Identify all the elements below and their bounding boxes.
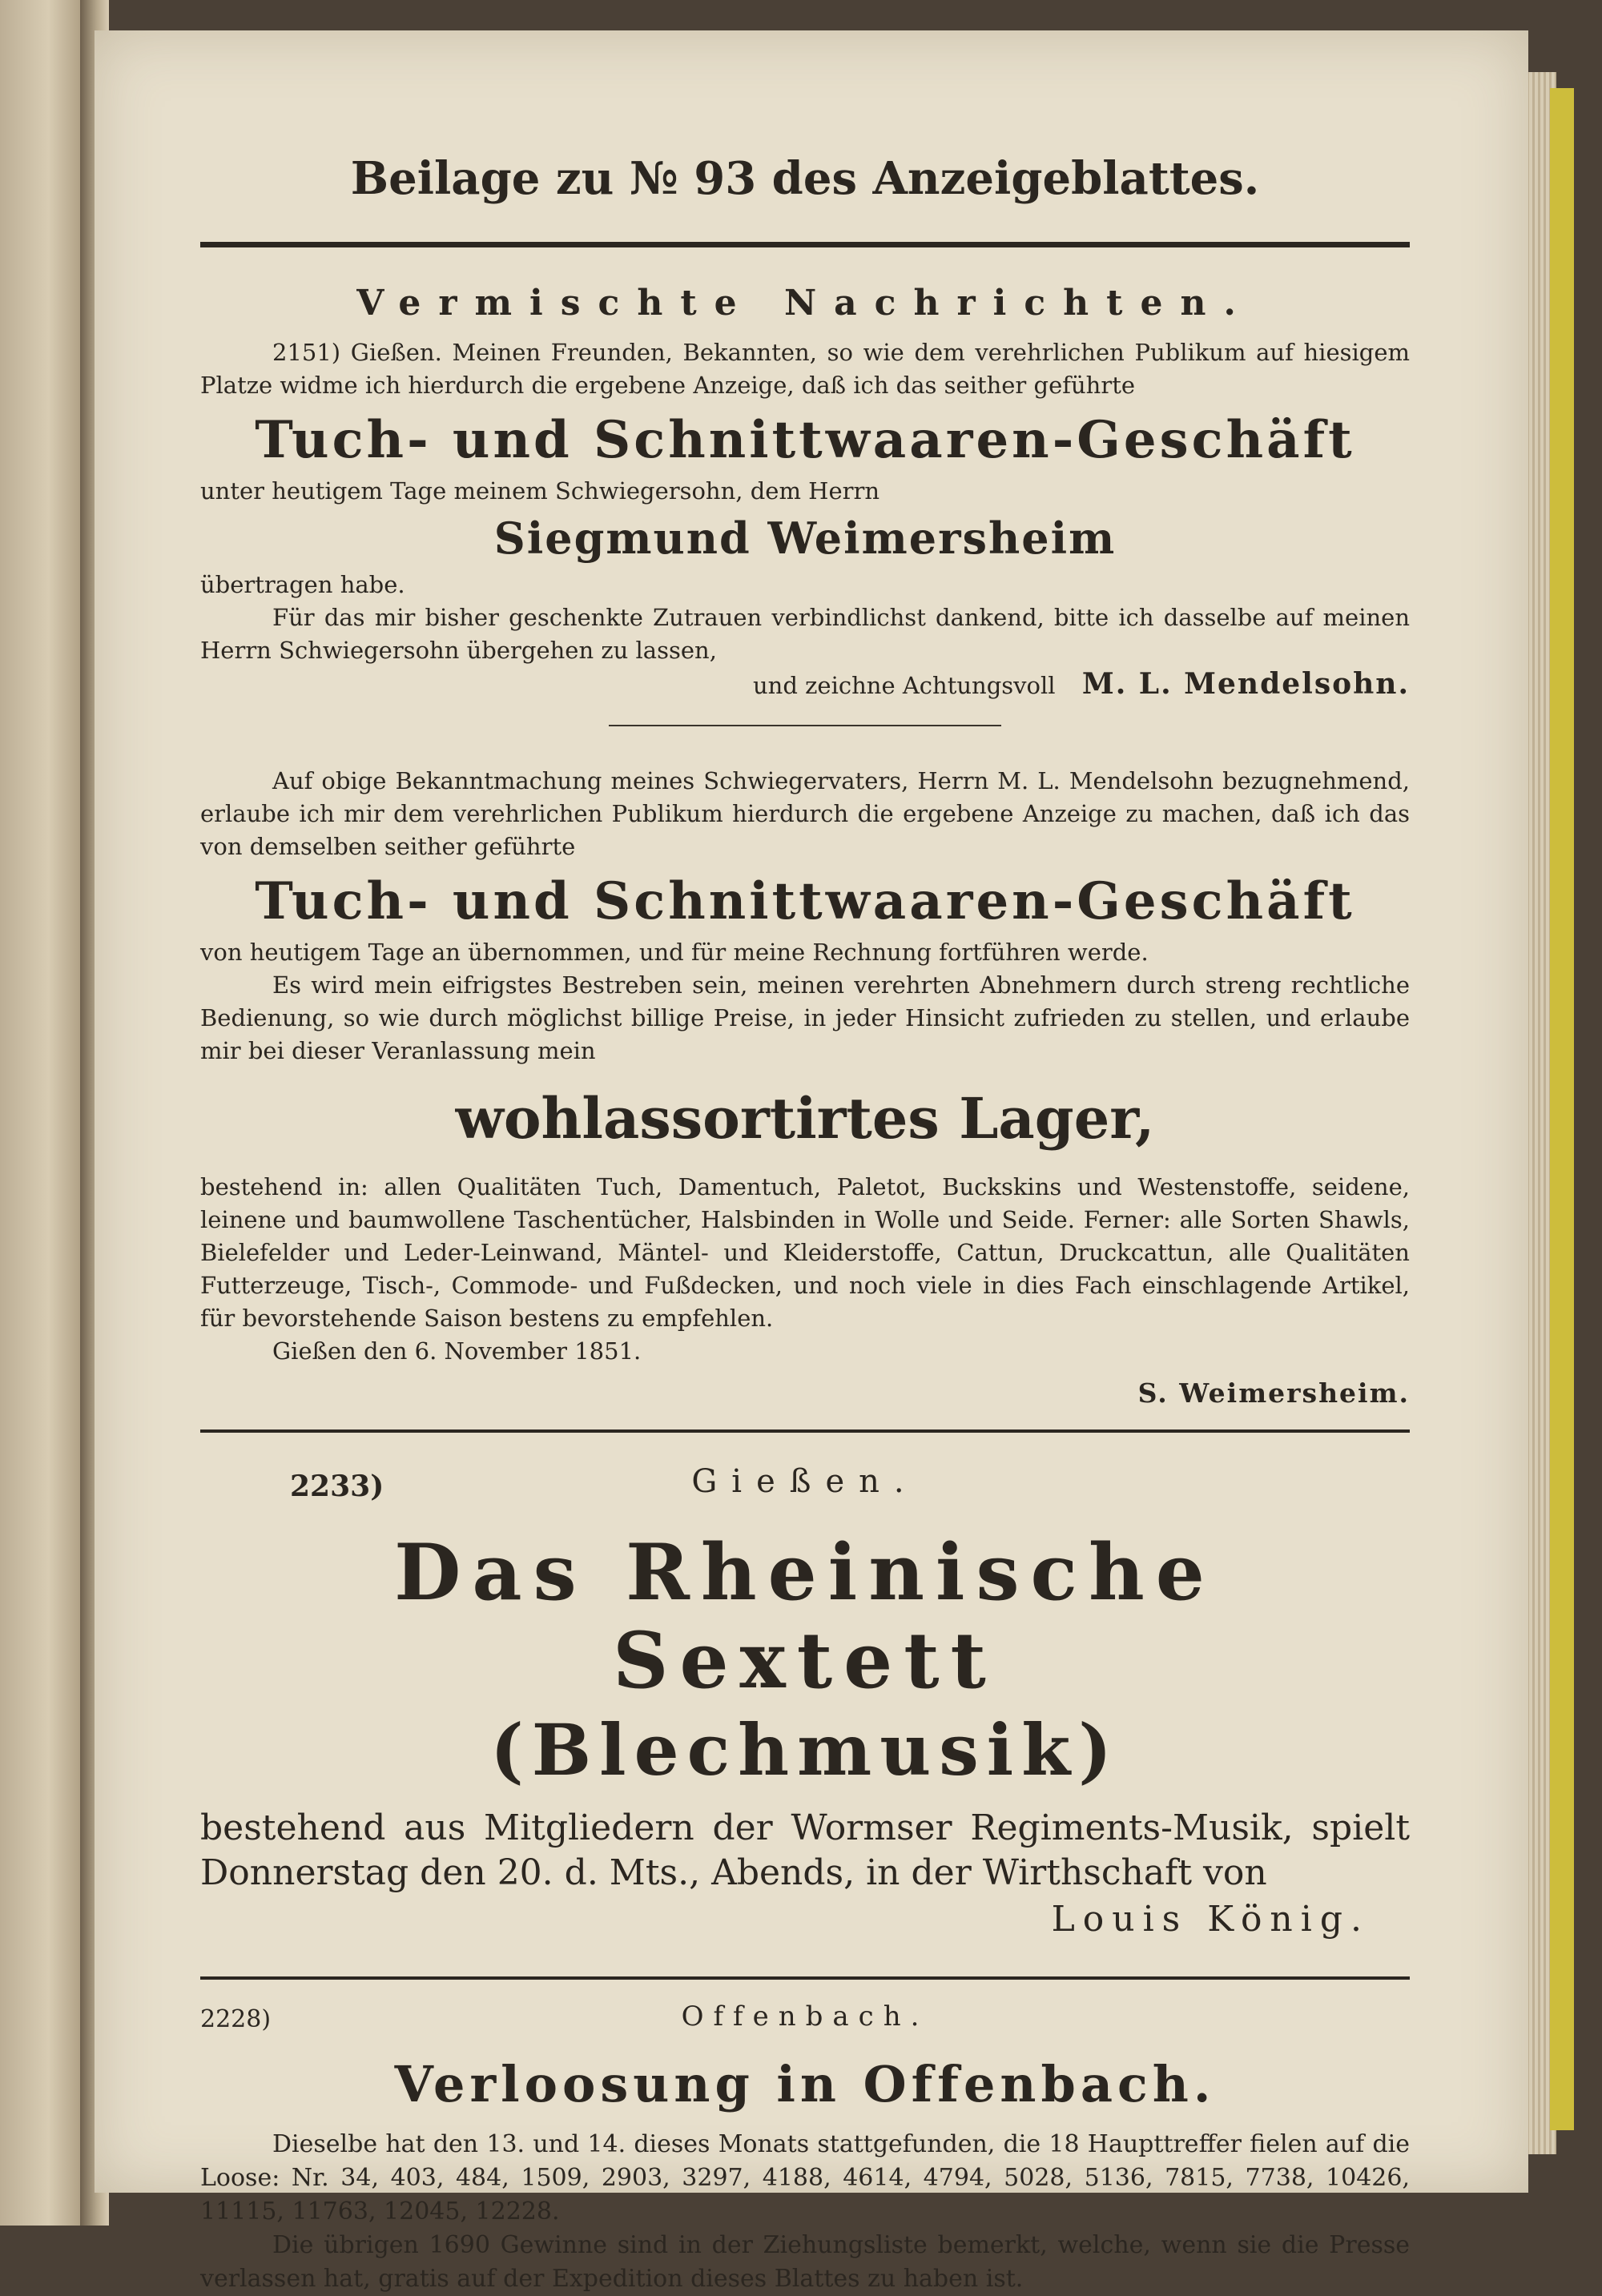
left-page — [0, 0, 88, 2226]
ad2-signature: S. Weimersheim. — [1137, 1377, 1410, 1409]
ad4-para1: Dieselbe hat den 13. und 14. dieses Monats stattgefunden, die 18 Haupttreffer fielen auf die Loose: Nr. 34, 403, 484, 1509, 2903, 3297, 4188, 4614, 4794, 5028, 5136, 7815, 7738, 10426, 11115, 11763, 12045, 12228. — [200, 2130, 1410, 2226]
ad1-signature: M. L. Mendelsohn. — [1081, 667, 1410, 701]
ad3-subtitle: (Blechmusik) — [490, 1708, 1120, 1791]
ad1-intro: 2151) Gießen. Meinen Freunden, Bekannten, so wie dem verehrlichen Publikum auf hiesigem Platze widme ich hierdurch die ergebene Anzeige, daß ich das seither geführte — [200, 339, 1410, 399]
ad-verloosung — [200, 2000, 1410, 2296]
ad3-head — [200, 1463, 1410, 1519]
ad1-line2: unter heutigem Tage meinem Schwiegersohn, dem Herrn — [200, 477, 880, 505]
ad4-para2: Die übrigen 1690 Gewinne sind in der Ziehungsliste bemerkt, welche, wenn sie die Presse verlassen hat, gratis auf der Expedition dieses Blattes zu haben ist. — [200, 2231, 1410, 2293]
ad2-date: Gießen den 6. November 1851. — [272, 1337, 642, 1365]
ad3-place: Gießen. — [691, 1463, 919, 1500]
divider-2 — [200, 1976, 1410, 1980]
ad1-line3: übertragen habe. — [200, 571, 405, 598]
ad2-intro: Auf obige Bekanntmachung meines Schwiegervaters, Herrn M. L. Mendelsohn bezugnehmend, erlaube ich mir dem verehrlichen Publikum hierdurch die ergebene Anzeige zu machen, daß ich das von demselben seither geführte — [200, 767, 1410, 860]
ad3-number: 2233) — [290, 1470, 384, 1503]
ad4-head — [200, 2000, 1410, 2044]
ad1-name: Siegmund Weimersheim — [493, 513, 1117, 564]
divider-1 — [200, 1429, 1410, 1433]
ad2-para: Es wird mein eifrigstes Bestreben sein, meinen verehrten Abnehmern durch streng rechtliche Bedienung, so wie durch möglichst billige Preise, in jeder Hinsicht zufrieden zu stellen, und erlaube mir bei dieser Veranlassung mein — [200, 971, 1410, 1064]
ad4-number: 2228) — [200, 2005, 272, 2033]
yellow-page-edge — [1550, 88, 1574, 2130]
ad2-business: Tuch- und Schnittwaaren-Geschäft — [255, 871, 1355, 931]
ad3-text: bestehend aus Mitgliedern der Wormser Regiments-Musik, spielt Donnerstag den 20. d. Mts., Abends, in der Wirthschaft von — [200, 1807, 1410, 1893]
ad3-host: Louis König. — [1051, 1899, 1370, 1940]
ad4-place: Offenbach. — [681, 2000, 929, 2033]
page-content — [200, 152, 1410, 2296]
ad-sextett — [200, 1463, 1410, 1940]
ad-weimersheim — [200, 765, 1410, 1409]
ad-mendelsohn — [200, 336, 1410, 701]
ad2-stock: wohlassortirtes Lager, — [455, 1085, 1155, 1152]
ad2-line2: von heutigem Tage an übernommen, und für meine Rechnung fortführen werde. — [200, 939, 1149, 966]
section-title: Vermischte Nachrichten. — [356, 283, 1254, 324]
ad2-goods: bestehend in: allen Qualitäten Tuch, Damentuch, Paletot, Buckskins und Westenstoffe, seidene, leinene und baumwollene Taschentücher, Halsbinden in Wolle und Seide. Ferner: alle Sorten Shawls, Bielefelder und Leder-Leinwand, Mäntel- und Kleiderstoffe, Cattun, Druckcattun, alle Qualitäten Futterzeuge, Tisch-, Commode- und Fußdecken, und noch viele in dies Fach einschlagende Artikel, für bevorstehende Saison bestens zu empfehlen. — [200, 1173, 1410, 1332]
supplement-title: Beilage zu № 93 des Anzeigeblattes. — [350, 152, 1260, 205]
ad1-sign-row — [200, 667, 1410, 701]
ad3-title: Das Rheinische Sextett — [394, 1527, 1216, 1706]
divider-short — [609, 725, 1001, 726]
ad1-business: Tuch- und Schnittwaaren-Geschäft — [255, 410, 1355, 470]
header-rule — [200, 242, 1410, 247]
ad1-closing: und zeichne Achtungsvoll — [753, 672, 1056, 699]
ad4-title: Verloosung in Offenbach. — [394, 2055, 1216, 2113]
ad1-thanks: Für das mir bisher geschenkte Zutrauen verbindlichst dankend, bitte ich dasselbe auf meinen Herrn Schwiegersohn übergehen zu lassen, — [200, 604, 1410, 664]
